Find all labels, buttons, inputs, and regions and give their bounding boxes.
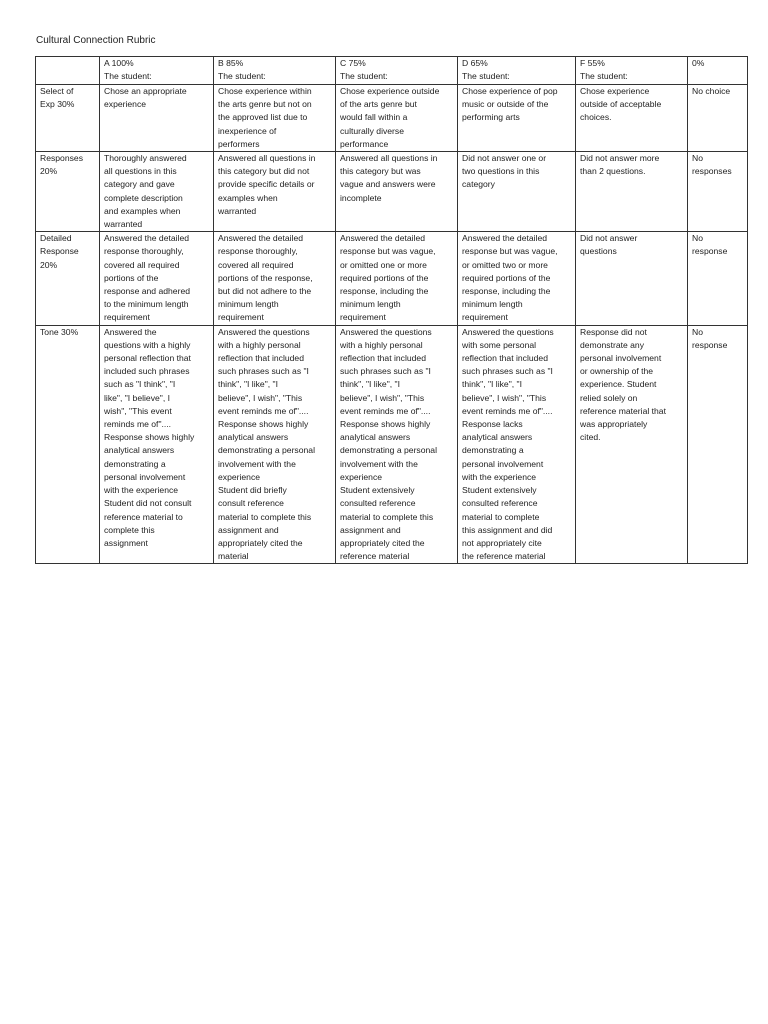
criteria-cell-f: Chose experience outside of acceptable choices. [576,85,688,152]
header-cell-f [576,57,688,85]
rubric-row-detailed-response [36,232,748,325]
header-cell-zero [688,57,748,85]
grade-sublabel: The student: [340,71,388,82]
category-cell: Detailed Response 20% [36,232,100,325]
grade-label: 0% [692,58,705,68]
criteria-cell-b: Answered the detailed response thoroughly, covered all required portions of the response, but did not adhere to the minimum length requirement [214,232,336,325]
grade-label: D 65% [462,58,488,68]
rubric-row-responses [36,152,748,232]
grade-label: B 85% [218,58,244,68]
rubric-row-select-of-experience [36,85,748,152]
header-cell-d [458,57,576,85]
criteria-cell-b: Chose experience within the arts genre but not on the approved list due to inexperience of performers [214,85,336,152]
criteria-cell-a: Answered the detailed response thoroughly, covered all required portions of the response and adhered to the minimum length requirement [100,232,214,325]
criteria-cell-c: Answered all questions in this category but was vague and answers were incomplete [336,152,458,232]
criteria-cell-a: Thoroughly answered all questions in this category and gave complete description and examples when warranted [100,152,214,232]
criteria-cell-d: Answered the detailed response but was vague, or omitted two or more required portions of the response, including the minimum length requirement [458,232,576,325]
rubric-row-tone [36,325,748,564]
rubric-table [35,56,748,564]
header-cell-empty [36,57,100,85]
category-cell: Select of Exp 30% [36,85,100,152]
grade-label: A 100% [104,58,134,68]
criteria-cell-b: Answered all questions in this category but did not provide specific details or examples when warranted [214,152,336,232]
criteria-cell-d: Did not answer one or two questions in this category [458,152,576,232]
header-cell-a [100,57,214,85]
criteria-cell-c: Chose experience outside of the arts genre but would fall within a culturally diverse performance [336,85,458,152]
criteria-cell-f: Response did not demonstrate any personal involvement or ownership of the experience. Student relied solely on reference material that was appropriately cited. [576,325,688,564]
grade-sublabel: The student: [218,71,266,82]
criteria-cell-f: Did not answer questions [576,232,688,325]
category-cell: Responses 20% [36,152,100,232]
criteria-cell-zero: No choice [688,85,748,152]
header-row [36,57,748,85]
criteria-cell-d: Answered the questions with some personal reflection that included such phrases such as "I think", "I like", "I believe", I wish", "This event reminds me of".... Response lacks analytical answers demonstrating a personal involvement with the experience Student extensively consulted reference material to complete this assignment and did not appropriately cite the reference material [458,325,576,564]
grade-label: C 75% [340,58,366,68]
criteria-cell-zero: No responses [688,152,748,232]
criteria-cell-a: Chose an appropriate experience [100,85,214,152]
grade-sublabel: The student: [462,71,510,82]
criteria-cell-a: Answered the questions with a highly personal reflection that included such phrases such as "I think", "I like", "I believe", I wish", "This event reminds me of".... Response shows highly analytical answers demonstrating a personal involvement with the experience Student did not consult reference material to complete this assignment [100,325,214,564]
grade-sublabel: The student: [580,71,628,82]
grade-sublabel: The student: [104,71,152,82]
category-cell: Tone 30% [36,325,100,564]
criteria-cell-zero: No response [688,325,748,564]
criteria-cell-zero: No response [688,232,748,325]
criteria-cell-c: Answered the questions with a highly personal reflection that included such phrases such as "I think", "I like", "I believe", I wish", "This event reminds me of".... Response shows highly analytical answers demonstrating a personal involvement with the experience Student extensively consulted reference material to complete this assignment and appropriately cited the reference material [336,325,458,564]
criteria-cell-c: Answered the detailed response but was vague, or omitted one or more required portions of the response, including the minimum length requirement [336,232,458,325]
criteria-cell-f: Did not answer more than 2 questions. [576,152,688,232]
header-cell-c [336,57,458,85]
criteria-cell-b: Answered the questions with a highly personal reflection that included such phrases such as "I think", "I like", "I believe", I wish", "This event reminds me of".... Response shows highly analytical answers demonstrating a personal involvement with the experience Student did briefly consult reference material to complete this assignment and appropriately cited the material [214,325,336,564]
header-cell-b [214,57,336,85]
grade-label: F 55% [580,58,605,68]
criteria-cell-d: Chose experience of pop music or outside of the performing arts [458,85,576,152]
document-title: Cultural Connection Rubric [36,35,156,46]
